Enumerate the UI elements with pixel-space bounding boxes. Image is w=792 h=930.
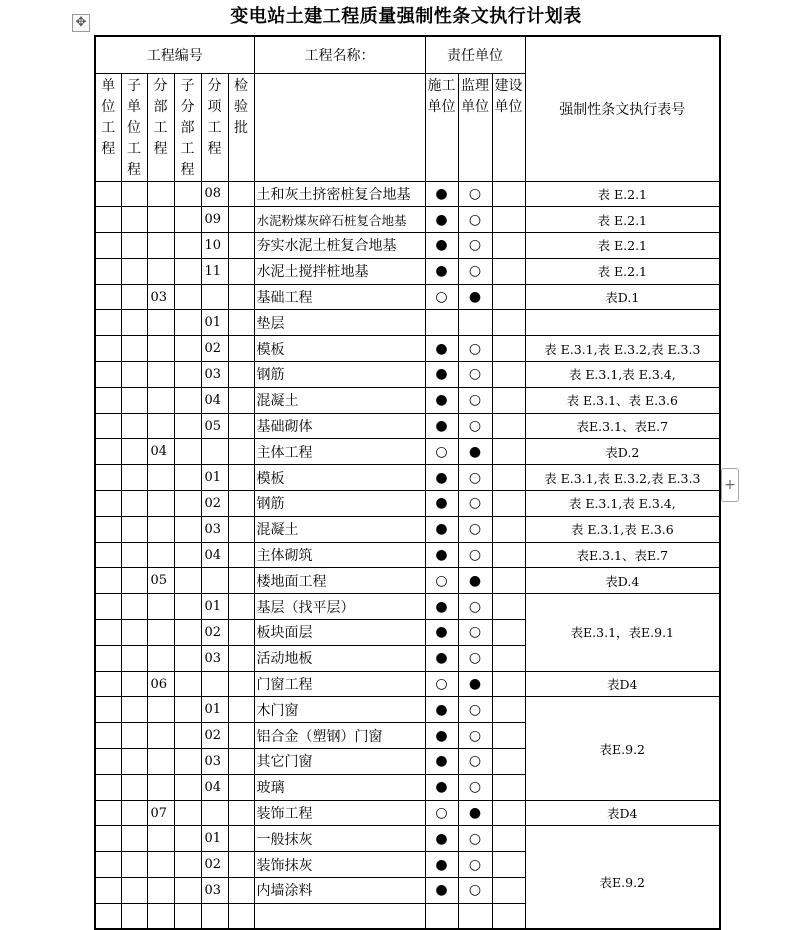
supervision-mark: ○ <box>458 594 492 620</box>
item-code: 03 <box>201 362 228 388</box>
supervision-mark: ○ <box>458 542 492 568</box>
supervision-mark: ○ <box>458 723 492 749</box>
header-row-1 <box>95 36 720 73</box>
construction-mark: ○ <box>425 800 458 826</box>
table-code: 表E.9.2 <box>525 826 720 929</box>
item-code: 02 <box>201 620 228 646</box>
item-code: 02 <box>201 723 228 749</box>
table-row <box>95 258 720 284</box>
division-code <box>147 645 174 671</box>
item-code: 01 <box>201 697 228 723</box>
supervision-mark: ○ <box>458 620 492 646</box>
header-table-no: 强制性条文执行表号 <box>525 36 720 181</box>
header-project-name: 工程名称： <box>254 36 425 73</box>
item-code: 01 <box>201 826 228 852</box>
construction-mark: ○ <box>425 284 458 310</box>
division-code: 07 <box>147 800 174 826</box>
division-code <box>147 310 174 336</box>
item-name: 钢筋 <box>254 491 425 517</box>
table-code: 表E.9.2 <box>525 697 720 800</box>
item-name: 板块面层 <box>254 620 425 646</box>
header-supervision-unit: 监理单位 <box>458 73 492 181</box>
supervision-mark: ● <box>458 671 492 697</box>
item-code: 02 <box>201 852 228 878</box>
table-row <box>95 284 720 310</box>
supervision-mark: ○ <box>458 181 492 207</box>
table-code: 表 E.2.1 <box>525 207 720 233</box>
page-title: 变电站土建工程质量强制性条文执行计划表 <box>230 6 582 27</box>
table-row <box>95 826 720 852</box>
header-sub-division-project: 子分部工程 <box>174 73 201 181</box>
division-code: 04 <box>147 439 174 465</box>
table-code: 表D.1 <box>525 284 720 310</box>
construction-mark: ● <box>425 645 458 671</box>
item-name: 土和灰土挤密桩复合地基 <box>254 181 425 207</box>
construction-mark: ● <box>425 826 458 852</box>
supervision-mark: ○ <box>458 516 492 542</box>
header-construction-unit: 施工单位 <box>425 73 458 181</box>
construction-mark: ● <box>425 723 458 749</box>
table-code: 表 E.3.1,表 E.3.4, <box>525 362 720 388</box>
table-row <box>95 336 720 362</box>
division-code <box>147 749 174 775</box>
division-code <box>147 620 174 646</box>
item-code <box>201 800 228 826</box>
item-name: 基础工程 <box>254 284 425 310</box>
supervision-mark: ○ <box>458 852 492 878</box>
table-code: 表E.3.1、表E.7 <box>525 413 720 439</box>
division-code <box>147 594 174 620</box>
table-row <box>95 413 720 439</box>
division-code <box>147 258 174 284</box>
construction-mark: ● <box>425 749 458 775</box>
table-row <box>95 465 720 491</box>
construction-mark: ● <box>425 181 458 207</box>
item-name: 门窗工程 <box>254 671 425 697</box>
item-code: 02 <box>201 336 228 362</box>
table-code: 表 E.3.1、表 E.3.6 <box>525 387 720 413</box>
table-code <box>525 310 720 336</box>
header-name-blank <box>254 73 425 181</box>
table-row <box>95 594 720 620</box>
item-name: 木门窗 <box>254 697 425 723</box>
item-name: 活动地板 <box>254 645 425 671</box>
division-code: 03 <box>147 284 174 310</box>
table-row <box>95 516 720 542</box>
supervision-mark: ○ <box>458 207 492 233</box>
construction-mark: ○ <box>425 439 458 465</box>
item-name: 模板 <box>254 465 425 491</box>
item-code: 01 <box>201 465 228 491</box>
item-name: 混凝土 <box>254 387 425 413</box>
division-code <box>147 491 174 517</box>
construction-mark: ● <box>425 542 458 568</box>
division-code <box>147 387 174 413</box>
item-code: 04 <box>201 774 228 800</box>
construction-mark: ● <box>425 516 458 542</box>
supervision-mark: ○ <box>458 645 492 671</box>
supervision-mark: ○ <box>458 749 492 775</box>
item-code: 03 <box>201 645 228 671</box>
supervision-mark <box>458 310 492 336</box>
table-row <box>95 697 720 723</box>
item-name: 主体工程 <box>254 439 425 465</box>
item-code: 03 <box>201 878 228 904</box>
table-code: 表 E.2.1 <box>525 258 720 284</box>
item-code <box>201 284 228 310</box>
supervision-mark: ○ <box>458 826 492 852</box>
table-code: 表 E.3.1,表 E.3.6 <box>525 516 720 542</box>
division-code <box>147 207 174 233</box>
division-code <box>147 362 174 388</box>
header-unit-project: 单位工程 <box>95 73 121 181</box>
item-name: 水泥土搅拌桩地基 <box>254 258 425 284</box>
item-name: 内墙涂料 <box>254 878 425 904</box>
division-code <box>147 465 174 491</box>
division-code: 06 <box>147 671 174 697</box>
item-name: 水泥粉煤灰碎石桩复合地基 <box>254 207 425 233</box>
supervision-mark: ○ <box>458 465 492 491</box>
item-name: 夯实水泥土桩复合地基 <box>254 233 425 259</box>
item-name: 一般抹灰 <box>254 826 425 852</box>
construction-mark: ● <box>425 233 458 259</box>
item-code: 03 <box>201 749 228 775</box>
supervision-mark: ○ <box>458 362 492 388</box>
item-name: 其它门窗 <box>254 749 425 775</box>
division-code <box>147 516 174 542</box>
table-row <box>95 439 720 465</box>
construction-mark: ● <box>425 258 458 284</box>
table-code: 表D.4 <box>525 568 720 594</box>
construction-mark: ● <box>425 852 458 878</box>
item-code <box>201 671 228 697</box>
construction-mark: ● <box>425 697 458 723</box>
item-code: 03 <box>201 516 228 542</box>
item-name: 主体砌筑 <box>254 542 425 568</box>
supervision-mark: ○ <box>458 233 492 259</box>
supervision-mark: ● <box>458 800 492 826</box>
construction-mark: ● <box>425 774 458 800</box>
table-code: 表D.2 <box>525 439 720 465</box>
supervision-mark: ○ <box>458 258 492 284</box>
construction-mark: ● <box>425 465 458 491</box>
supervision-mark: ○ <box>458 774 492 800</box>
supervision-mark: ○ <box>458 697 492 723</box>
item-code: 04 <box>201 387 228 413</box>
header-inspection-lot: 检验批 <box>228 73 254 181</box>
construction-mark: ● <box>425 620 458 646</box>
table-code: 表D4 <box>525 671 720 697</box>
item-code: 08 <box>201 181 228 207</box>
item-code: 02 <box>201 491 228 517</box>
table-row <box>95 362 720 388</box>
construction-mark: ○ <box>425 568 458 594</box>
table-row <box>95 542 720 568</box>
table-code: 表E.3.1，表E.9.1 <box>525 594 720 671</box>
header-item-project: 分项工程 <box>201 73 228 181</box>
item-code <box>201 568 228 594</box>
division-code: 05 <box>147 568 174 594</box>
table-row <box>95 387 720 413</box>
table-row <box>95 491 720 517</box>
table-code: 表 E.3.1,表 E.3.4, <box>525 491 720 517</box>
header-project-code: 工程编号 <box>95 36 254 73</box>
add-column-button[interactable]: + <box>721 468 739 502</box>
table-row <box>95 233 720 259</box>
item-code: 04 <box>201 542 228 568</box>
construction-mark: ○ <box>425 671 458 697</box>
division-code <box>147 542 174 568</box>
table-row <box>95 671 720 697</box>
construction-mark: ● <box>425 491 458 517</box>
table-code: 表 E.2.1 <box>525 233 720 259</box>
item-code: 01 <box>201 310 228 336</box>
construction-mark: ● <box>425 362 458 388</box>
item-name: 楼地面工程 <box>254 568 425 594</box>
division-code <box>147 233 174 259</box>
item-name: 基层（找平层） <box>254 594 425 620</box>
division-code <box>147 723 174 749</box>
item-name: 基础砌体 <box>254 413 425 439</box>
item-name: 玻璃 <box>254 774 425 800</box>
header-responsible-unit: 责任单位 <box>425 36 525 73</box>
item-name: 铝合金（塑钢）门窗 <box>254 723 425 749</box>
division-code <box>147 697 174 723</box>
table-code: 表D4 <box>525 800 720 826</box>
division-code <box>147 336 174 362</box>
division-code <box>147 413 174 439</box>
supervision-mark: ○ <box>458 413 492 439</box>
header-sub-unit-project: 子单位工程 <box>121 73 147 181</box>
item-name: 装饰抹灰 <box>254 852 425 878</box>
supervision-mark: ○ <box>458 387 492 413</box>
item-name: 混凝土 <box>254 516 425 542</box>
table-move-handle[interactable]: ✥ <box>72 14 90 32</box>
division-code <box>147 774 174 800</box>
construction-mark: ● <box>425 878 458 904</box>
division-code <box>147 181 174 207</box>
item-code: 11 <box>201 258 228 284</box>
construction-mark: ● <box>425 594 458 620</box>
item-code <box>201 439 228 465</box>
table-code: 表E.3.1、表E.7 <box>525 542 720 568</box>
table-row <box>95 800 720 826</box>
item-code: 01 <box>201 594 228 620</box>
supervision-mark: ○ <box>458 491 492 517</box>
construction-mark: ● <box>425 413 458 439</box>
item-name: 垫层 <box>254 310 425 336</box>
supervision-mark: ● <box>458 568 492 594</box>
construction-mark: ● <box>425 336 458 362</box>
item-name: 钢筋 <box>254 362 425 388</box>
item-name: 模板 <box>254 336 425 362</box>
item-name: 装饰工程 <box>254 800 425 826</box>
table-code: 表 E.2.1 <box>525 181 720 207</box>
supervision-mark: ○ <box>458 336 492 362</box>
execution-plan-table <box>94 35 721 930</box>
division-code <box>147 826 174 852</box>
header-owner-unit: 建设单位 <box>492 73 525 181</box>
supervision-mark: ● <box>458 284 492 310</box>
table-row <box>95 181 720 207</box>
table-row <box>95 207 720 233</box>
construction-mark <box>425 310 458 336</box>
division-code <box>147 878 174 904</box>
item-code: 09 <box>201 207 228 233</box>
header-division-project: 分部工程 <box>147 73 174 181</box>
supervision-mark: ○ <box>458 878 492 904</box>
table-row <box>95 568 720 594</box>
construction-mark: ● <box>425 207 458 233</box>
table-code: 表 E.3.1,表 E.3.2,表 E.3.3 <box>525 336 720 362</box>
construction-mark: ● <box>425 387 458 413</box>
item-code: 05 <box>201 413 228 439</box>
item-code: 10 <box>201 233 228 259</box>
table-row <box>95 310 720 336</box>
table-code: 表 E.3.1,表 E.3.2,表 E.3.3 <box>525 465 720 491</box>
supervision-mark: ● <box>458 439 492 465</box>
